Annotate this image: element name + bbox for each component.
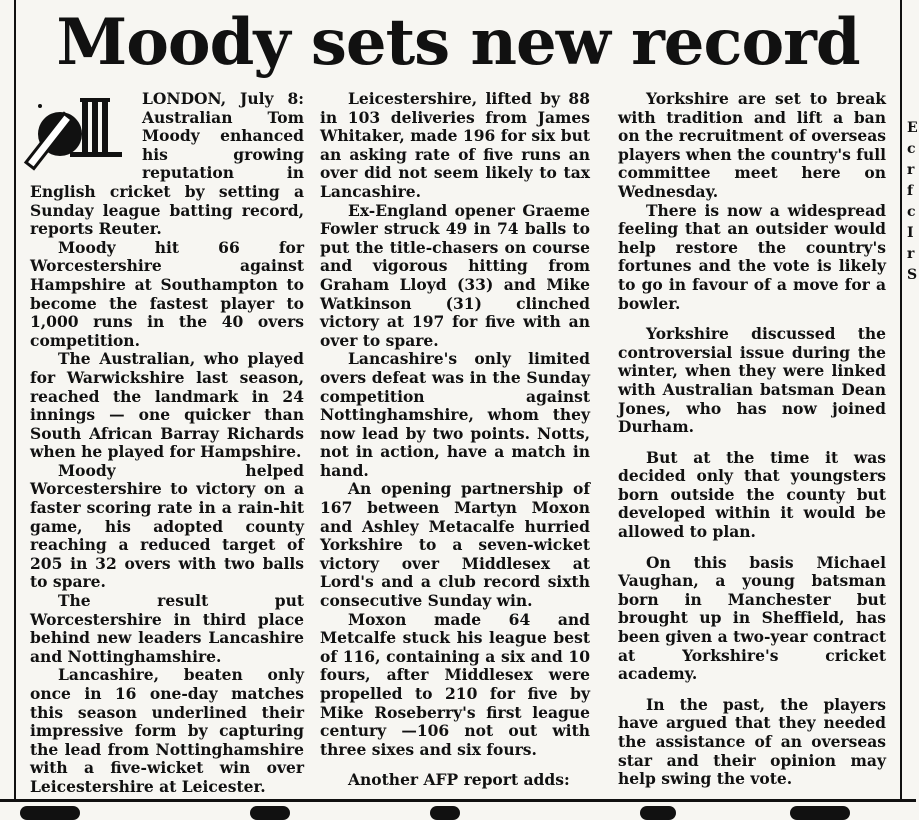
paragraph: An opening partnership of 167 between Martyn Moxon and Ashley Metacalfe hurried Yorkshire to a seven-wicket victory over Middlesex at Lord's and a club record sixth consecutive Sunday win.: [320, 479, 590, 611]
adjacent-article-fragment: [907, 118, 919, 286]
paragraph: The result put Worcestershire in third place behind new leaders Lancashire and Nottinghamshire.: [30, 591, 304, 666]
paragraph: Lancashire, beaten only once in 16 one-day matches this season underlined their impressive form by capturing the lead from Nottinghamshire with a five-wicket win over Leicestershire at Leicester.: [30, 665, 304, 796]
paragraph: Ex-England opener Graeme Fowler struck 49 in 74 balls to put the title-chasers on course and vigorous hitting from Graham Lloyd (33) and Mike Watkinson (31) clinched victory at 197 for five with an over to spare.: [320, 200, 590, 350]
cropped-glyph: [790, 806, 850, 820]
article-column-1: [30, 90, 304, 797]
paragraph: Moxon made 64 and Metcalfe stuck his league best of 116, containing a six and 10 fours, after Middlesex were propelled to 210 for five by Mike Roseberry's first league century —106 not out with three sixes and six fours.: [320, 609, 590, 759]
paragraph: Another AFP report adds:: [348, 770, 570, 790]
paragraph: There is now a widespread feeling that an outsider would help restore the country's fortunes and the vote is likely to go in favour of a move for a bowler.: [618, 200, 886, 313]
cropped-glyph: [250, 806, 290, 820]
headline: Moody sets new record: [56, 5, 860, 80]
fragment-letter: c: [907, 204, 916, 220]
fragment-letter: r: [907, 246, 915, 262]
paragraph: In the past, the players have argued that they needed the assistance of an overseas star and their opinion may help swing the vote.: [618, 694, 886, 789]
paragraph: But at the time it was decided only that youngsters born outside the county but developed within it would be allowed to plan.: [618, 447, 886, 542]
fragment-letter: E: [907, 120, 918, 136]
right-border-rule: [900, 0, 902, 800]
paragraph: Moody hit 66 for Worcestershire against Hampshire at Southampton to become the fastest player to 1,000 runs in the 40 overs competition.: [30, 237, 304, 350]
article-column-3: [618, 90, 886, 789]
cricket-stumps-bat-icon: [30, 94, 130, 174]
fragment-letter: f: [907, 183, 914, 199]
fragment-letter: c: [907, 141, 916, 157]
paragraph: The Australian, who played for Warwickshire last season, reached the landmark in 24 innings — one quicker than South African Barray Richards when he played for Hampshire.: [30, 349, 304, 462]
fragment-letter: S: [907, 267, 918, 283]
paragraph: Leicestershire, lifted by 88 in 103 deliveries from James Whitaker, made 196 for six but an asking rate of five runs an over did not seem likely to tax Lancashire.: [320, 89, 590, 201]
paragraph: Yorkshire discussed the controversial issue during the winter, when they were linked with Australian batsman Dean Jones, who has now joined Durham.: [618, 324, 886, 437]
paragraph: Yorkshire are set to break with tradition and lift a ban on the recruitment of overseas players when the country's full committee meet here on Wednesday.: [618, 89, 886, 201]
paragraph: Lancashire's only limited overs defeat was in the Sunday competition against Nottinghamshire, whom they now lead by two points. Notts, not in action, have a match in hand.: [320, 349, 590, 480]
paragraph: Moody helped Worcestershire to victory on a faster scoring rate in a rain-hit game, his adopted county reaching a reduced target of 205 in 32 overs with two balls to spare.: [30, 460, 304, 592]
left-border-rule: [14, 0, 16, 800]
fragment-letter: I: [907, 225, 914, 241]
lead-paragraph: [30, 90, 304, 239]
cropped-glyph: [430, 806, 460, 820]
cropped-glyph: [20, 806, 80, 820]
paragraph: On this basis Michael Vaughan, a young batsman born in Manchester but brought up in Sheffield, has been given a two-year contract at Yorkshire's cricket academy.: [618, 552, 886, 684]
cropped-next-headline: [0, 802, 916, 814]
article-column-2: [320, 90, 590, 790]
dateline: LONDON, July 8:: [142, 89, 304, 108]
lead-text: Australian Tom Moody enhanced his growing reputation in English cricket by setting a Sunday league batting record, reports Reuter.: [30, 107, 304, 239]
fragment-letter: r: [907, 162, 915, 178]
cropped-glyph: [640, 806, 676, 820]
